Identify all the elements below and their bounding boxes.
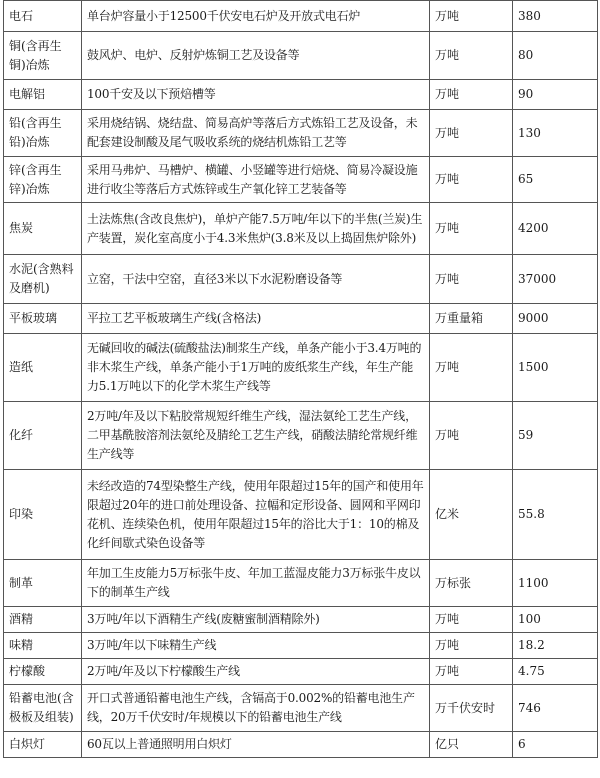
table-row (4, 157, 598, 203)
capacity-cell: 130 (513, 110, 598, 157)
unit-cell: 万吨 (430, 659, 513, 685)
description-cell: 平拉工艺平板玻璃生产线(含格法) (82, 304, 430, 334)
table-row (4, 32, 598, 80)
industry-cell: 铅(含再生铅)冶炼 (4, 110, 82, 157)
description-cell: 无碱回收的碱法(硫酸盐法)制浆生产线，单条产能小于3.4万吨的非木浆生产线，单条产能小于1万吨的废纸浆生产线，年生产能力5.1万吨以下的化学木浆生产线等 (82, 334, 430, 402)
table-row (4, 304, 598, 334)
table-row (4, 560, 598, 607)
capacity-cell: 746 (513, 685, 598, 732)
unit-cell: 万吨 (430, 80, 513, 110)
capacity-cell: 59 (513, 402, 598, 470)
description-cell: 年加工生皮能力5万标张牛皮、年加工蓝湿皮能力3万标张牛皮以下的制革生产线 (82, 560, 430, 607)
industry-cell: 锌(含再生锌)冶炼 (4, 157, 82, 203)
table-row (4, 607, 598, 633)
description-cell: 3万吨/年以下酒精生产线(废糖蜜制酒精除外) (82, 607, 430, 633)
capacity-cell: 65 (513, 157, 598, 203)
capacity-cell: 4200 (513, 203, 598, 255)
industry-cell: 造纸 (4, 334, 82, 402)
unit-cell: 万吨 (430, 255, 513, 304)
unit-cell: 万千伏安时 (430, 685, 513, 732)
table-row (4, 255, 598, 304)
unit-cell: 万吨 (430, 203, 513, 255)
unit-cell: 万吨 (430, 334, 513, 402)
unit-cell: 万吨 (430, 633, 513, 659)
table-row (4, 1, 598, 32)
unit-cell: 万吨 (430, 402, 513, 470)
table-row (4, 203, 598, 255)
capacity-cell: 6 (513, 732, 598, 758)
capacity-cell: 80 (513, 32, 598, 80)
capacity-cell: 1500 (513, 334, 598, 402)
industry-cell: 白炽灯 (4, 732, 82, 758)
description-cell: 3万吨/年以下味精生产线 (82, 633, 430, 659)
unit-cell: 万吨 (430, 1, 513, 32)
table-row (4, 685, 598, 732)
table-row (4, 80, 598, 110)
capacity-cell: 18.2 (513, 633, 598, 659)
phaseout-capacity-table (3, 0, 598, 758)
description-cell: 100千安及以下预焙槽等 (82, 80, 430, 110)
industry-cell: 化纤 (4, 402, 82, 470)
industry-cell: 平板玻璃 (4, 304, 82, 334)
capacity-cell: 100 (513, 607, 598, 633)
description-cell: 开口式普通铅蓄电池生产线，含镉高于0.002%的铅蓄电池生产线，20万千伏安时/年规模以下的铅蓄电池生产线 (82, 685, 430, 732)
industry-cell: 焦炭 (4, 203, 82, 255)
unit-cell: 万吨 (430, 607, 513, 633)
unit-cell: 万吨 (430, 157, 513, 203)
unit-cell: 万重量箱 (430, 304, 513, 334)
industry-cell: 电石 (4, 1, 82, 32)
unit-cell: 万吨 (430, 110, 513, 157)
capacity-cell: 37000 (513, 255, 598, 304)
table-row (4, 334, 598, 402)
unit-cell: 万标张 (430, 560, 513, 607)
table-row (4, 732, 598, 758)
capacity-cell: 380 (513, 1, 598, 32)
unit-cell: 亿只 (430, 732, 513, 758)
industry-cell: 酒精 (4, 607, 82, 633)
industry-cell: 制革 (4, 560, 82, 607)
industry-cell: 印染 (4, 470, 82, 560)
table-row (4, 402, 598, 470)
capacity-cell: 9000 (513, 304, 598, 334)
table-row (4, 470, 598, 560)
industry-cell: 水泥(含熟料及磨机) (4, 255, 82, 304)
capacity-cell: 55.8 (513, 470, 598, 560)
capacity-cell: 1100 (513, 560, 598, 607)
capacity-cell: 4.75 (513, 659, 598, 685)
industry-cell: 铅蓄电池(含极板及组装) (4, 685, 82, 732)
description-cell: 2万吨/年及以下粘胶常规短纤维生产线，湿法氨纶工艺生产线，二甲基酰胺溶剂法氨纶及腈纶工艺生产线，硝酸法腈纶常规纤维生产线等 (82, 402, 430, 470)
description-cell: 立窑，干法中空窑，直径3米以下水泥粉磨设备等 (82, 255, 430, 304)
table-row (4, 659, 598, 685)
table-row (4, 633, 598, 659)
description-cell: 采用马弗炉、马槽炉、横罐、小竖罐等进行焙烧、简易冷凝设施进行收尘等落后方式炼锌或生产氧化锌工艺装备等 (82, 157, 430, 203)
description-cell: 单台炉容量小于12500千伏安电石炉及开放式电石炉 (82, 1, 430, 32)
unit-cell: 亿米 (430, 470, 513, 560)
industry-cell: 电解铝 (4, 80, 82, 110)
table-row (4, 110, 598, 157)
industry-cell: 味精 (4, 633, 82, 659)
description-cell: 2万吨/年及以下柠檬酸生产线 (82, 659, 430, 685)
description-cell: 60瓦以上普通照明用白炽灯 (82, 732, 430, 758)
capacity-cell: 90 (513, 80, 598, 110)
description-cell: 鼓风炉、电炉、反射炉炼铜工艺及设备等 (82, 32, 430, 80)
description-cell: 土法炼焦(含改良焦炉)，单炉产能7.5万吨/年以下的半焦(兰炭)生产装置，炭化室高度小于4.3米焦炉(3.8米及以上捣固焦炉除外) (82, 203, 430, 255)
industry-cell: 柠檬酸 (4, 659, 82, 685)
description-cell: 未经改造的74型染整生产线，使用年限超过15年的国产和使用年限超过20年的进口前处理设备、拉幅和定形设备、圆网和平网印花机、连续染色机，使用年限超过15年的浴比大于1：10的棉及化纤间歇式染色设备等 (82, 470, 430, 560)
unit-cell: 万吨 (430, 32, 513, 80)
description-cell: 采用烧结锅、烧结盘、简易高炉等落后方式炼铅工艺及设备，未配套建设制酸及尾气吸收系统的烧结机炼铅工艺等 (82, 110, 430, 157)
industry-cell: 铜(含再生铜)冶炼 (4, 32, 82, 80)
